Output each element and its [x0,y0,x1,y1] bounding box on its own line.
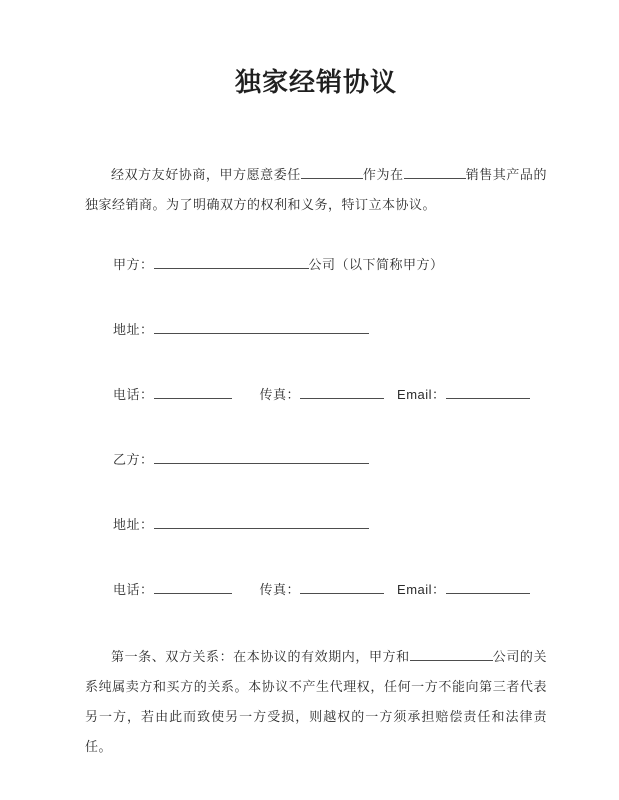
blank-line-party-a-name [154,254,309,269]
clause-one-text-1: 第一条、双方关系：在本协议的有效期内，甲方和 [111,649,410,664]
party-a-address-row [85,319,547,340]
party-b-address-label: 地址： [113,517,154,532]
blank-line-party-a-phone [154,384,232,399]
blank-line-appointee [301,164,363,179]
party-b-address-row [85,514,547,535]
blank-line-party-b-address [154,514,369,529]
party-a-contact-row [85,384,547,405]
blank-line-party-a-address [154,319,369,334]
party-b-name-label: 乙方： [113,452,154,467]
party-a-name-row [85,254,547,275]
clause-one-paragraph [85,642,547,762]
party-b-email-label: Email： [397,582,446,597]
party-b-name-row [85,449,547,470]
intro-text-1: 经双方友好协商，甲方愿意委任 [111,167,301,182]
party-a-fax-label: 传真： [259,387,301,402]
intro-text-2: 作为在 [362,167,404,182]
clause-one-text-2: 公司的关系纯属卖方和买方的关系。本协议不产生代理权，任何一方不能向第三者代表另一方，若由此而致使另一方受损，则越权的一方须承担赔偿责任和法律责任。 [85,649,547,754]
blank-line-party-a-fax [300,384,384,399]
blank-line-party-b-email [446,579,530,594]
party-a-name-suffix: 公司（以下简称甲方） [308,257,444,272]
intro-paragraph [85,160,547,220]
blank-line-party-b-fax [300,579,384,594]
blank-line-clause-company [410,646,493,661]
party-a-name-label: 甲方： [113,257,154,272]
party-b-fax-label: 传真： [259,582,301,597]
blank-line-party-b-name [154,449,369,464]
party-a-email-label: Email： [397,387,446,402]
party-a-address-label: 地址： [113,322,154,337]
party-b-phone-label: 电话： [113,582,154,597]
document-title: 独家经销协议 [234,67,397,97]
blank-line-territory [404,164,466,179]
party-b-contact-row [85,579,547,600]
party-a-phone-label: 电话： [113,387,154,402]
blank-line-party-a-email [446,384,530,399]
blank-line-party-b-phone [154,579,232,594]
intro-text-3: 销售其产品的独家经销商。为了明确双方的权利和义务，特订立本协议。 [85,167,547,212]
